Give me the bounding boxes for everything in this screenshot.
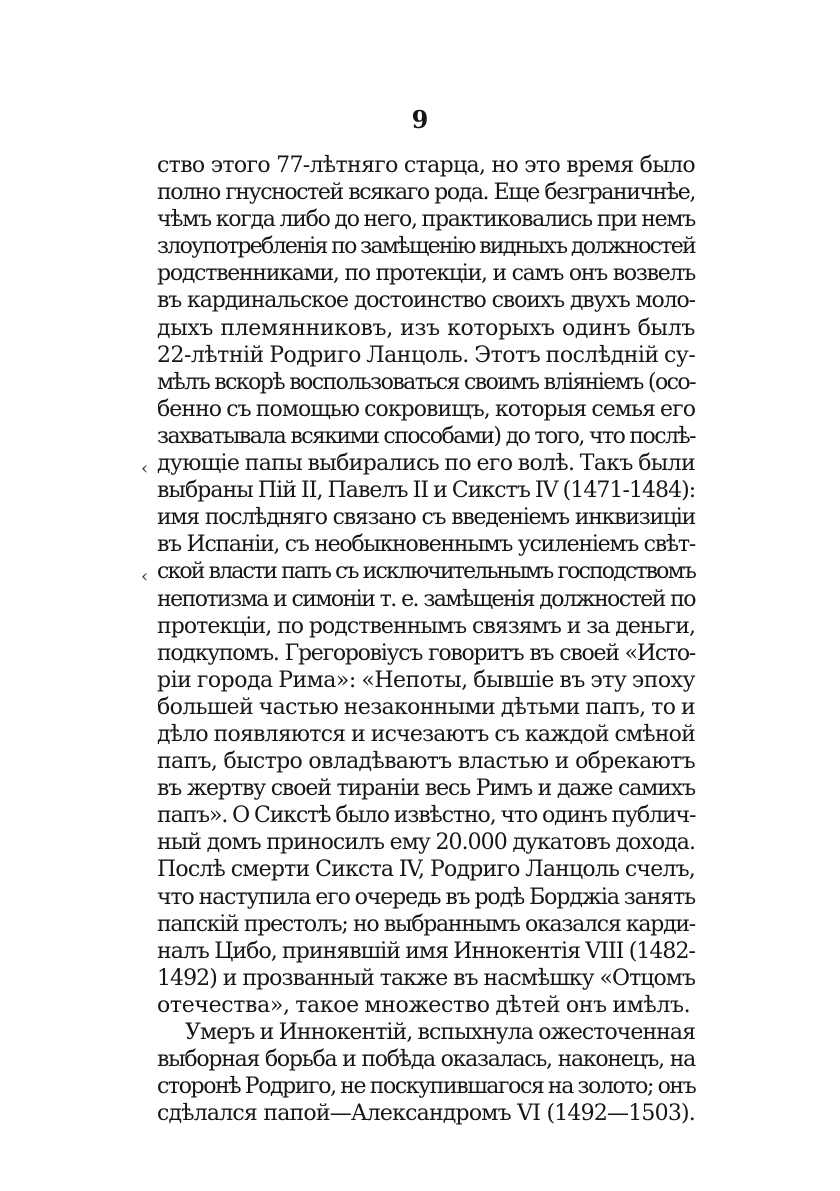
page-number: 9 xyxy=(411,105,429,134)
text-line: въ Испаніи, съ необыкновеннымъ усиленіемъ свѣт- xyxy=(157,532,695,558)
text-line: папъ». О Сикстѣ было извѣстно, что одинъ публич- xyxy=(157,803,696,829)
text-line: полно гнусностей всякаго рода. Еще безграничнѣе, xyxy=(157,180,695,206)
text-line: папъ, быстро овладѣваютъ властью и обрекаютъ xyxy=(157,749,695,775)
text-line: подкупомъ. Грегоровіусъ говоритъ въ своей «Исто- xyxy=(157,640,695,666)
text-line: ство этого 77-лѣтняго старца, но это время было xyxy=(157,153,695,178)
text-line: имя послѣдняго связано съ введеніемъ инквизиціи xyxy=(157,505,695,531)
text-line: 1492) и прозванный также въ насмѣшку «Отцомъ xyxy=(157,965,695,991)
text-line: налъ Цибо, принявшій имя Иннокентія VIII (1482- xyxy=(157,938,695,964)
text-line: большей частью незаконными дѣтьми папъ, то и xyxy=(157,694,695,720)
text-line: мѣлъ вскорѣ воспользоваться своимъ вліяніемъ (осо- xyxy=(157,369,695,395)
text-line: родственниками, по протекціи, и самъ онъ возвелъ xyxy=(157,261,695,287)
text-line: въ жертву своей тираніи весь Римъ и даже самихъ xyxy=(157,776,695,802)
text-line: дыхъ племянниковъ, изъ которыхъ одинъ былъ xyxy=(157,315,695,341)
text-line: ный домъ приносилъ ему 20.000 дукатовъ дохода. xyxy=(157,830,695,856)
text-line: захватывала всякими способами) до того, что послѣ- xyxy=(157,423,695,449)
text-line: 22-лѣтній Родриго Ланцоль. Этотъ послѣдній су- xyxy=(157,342,696,368)
text-line: въ кардинальское достоинство своихъ двухъ моло- xyxy=(157,288,695,314)
text-line: ской власти папъ съ исключительнымъ господствомъ xyxy=(157,559,695,585)
text-line: сторонѣ Родриго, не поскупившагося на золото; онъ xyxy=(157,1074,696,1100)
text-line: выбраны Пій II, Павелъ II и Сикстъ IV (1471-1484): xyxy=(157,478,696,504)
paragraph-2 xyxy=(157,1019,695,1127)
text-line: отечества», такое множество дѣтей онъ имѣлъ. xyxy=(157,992,691,1018)
text-line: дующіе папы выбирались по его волѣ. Такъ были xyxy=(157,451,695,477)
text-line: непотизма и симоніи т. е. замѣщенія должностей по xyxy=(157,586,695,612)
margin-tick-mark: ‹ xyxy=(141,566,149,587)
text-line: папскій престолъ; но выбраннымъ оказался карди- xyxy=(157,911,695,937)
text-line: ріи города Рима»: «Непоты, бывшіе въ эту эпоху xyxy=(157,667,695,693)
text-line: дѣло появляются и исчезаютъ съ каждой смѣной xyxy=(157,721,695,747)
text-line: протекціи, по родственнымъ связямъ и за деньги, xyxy=(157,613,695,639)
paragraph-1 xyxy=(157,152,695,1019)
text-line: злоупотребленія по замѣщенію видныхъ должностей xyxy=(157,234,695,260)
body-text xyxy=(157,152,695,1127)
margin-tick-mark: ‹ xyxy=(141,458,149,479)
text-line: бенно съ помощью сокровищъ, которыя семья его xyxy=(157,396,695,422)
text-line: Умеръ и Иннокентій, вспыхнула ожесточенная xyxy=(185,1020,695,1045)
text-line: выборная борьба и побѣда оказалась, наконецъ, на xyxy=(157,1047,695,1073)
text-line: что наступила его очередь въ родѣ Борджіа занять xyxy=(157,884,695,910)
text-line: Послѣ смерти Сикста IV, Родриго Ланцоль счелъ, xyxy=(157,857,695,883)
text-line: чѣмъ когда либо до него, практиковались при немъ xyxy=(157,207,695,233)
text-line: сдѣлался папой—Александромъ VI (1492—1503). xyxy=(157,1101,695,1127)
